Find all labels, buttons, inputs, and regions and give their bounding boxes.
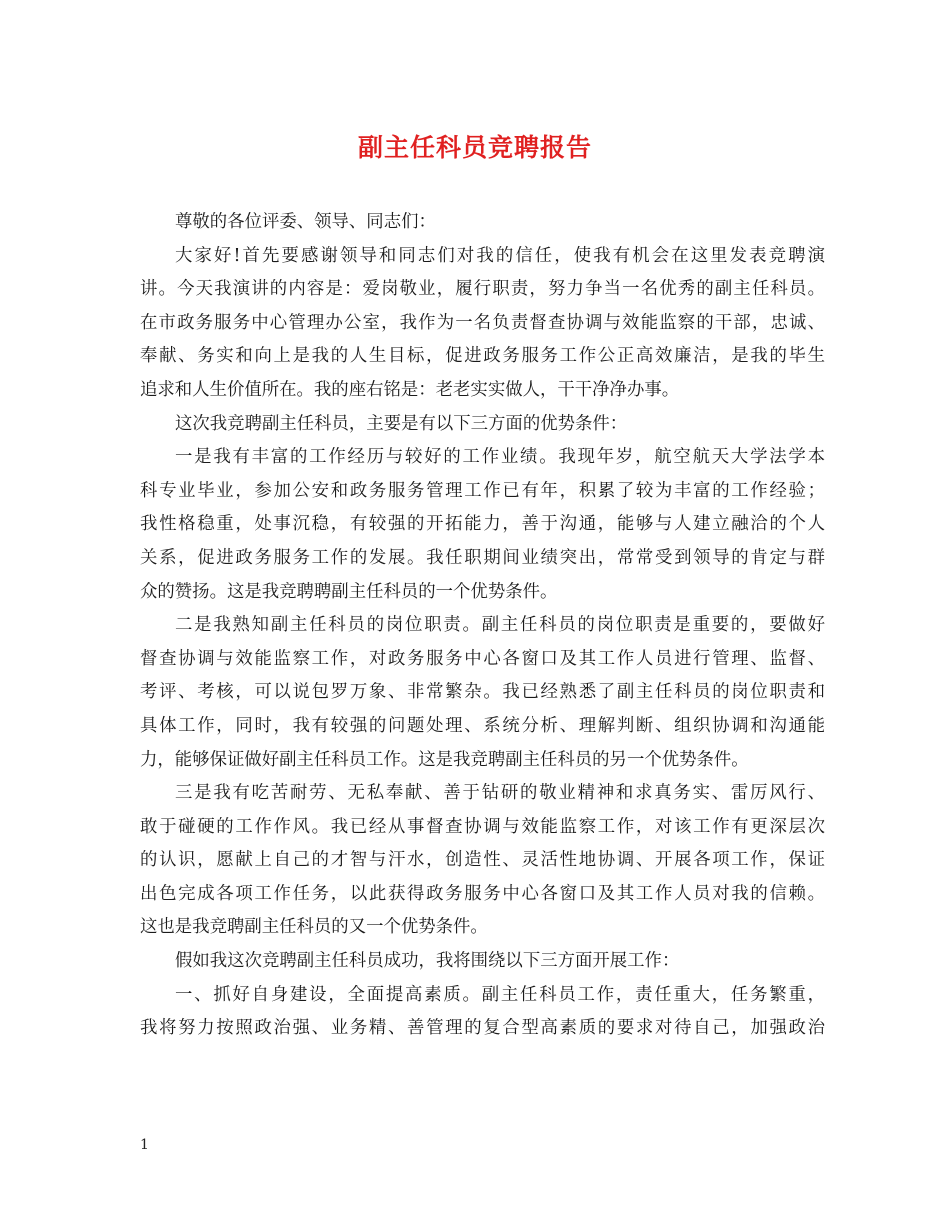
text-line: 大家好!首先要感谢领导和同志们对我的信任，使我有机会在这里发表竞聘演 — [175, 245, 825, 266]
text-line: 科专业毕业，参加公安和政务服务管理工作已有年，积累了较为丰富的工作经验； — [140, 480, 825, 501]
text-line: 二是我熟知副主任科员的岗位职责。副主任科员的岗位职责是重要的，要做好 — [175, 615, 825, 636]
text-line: 尊敬的各位评委、领导、同志们： — [175, 212, 436, 232]
text-line: 这也是我竞聘副主任科员的又一个优势条件。 — [140, 917, 488, 938]
text-line: 一、抓好自身建设，全面提高素质。副主任科员工作，责任重大，任务繁重， — [175, 984, 825, 1005]
text-line: 在市政务服务中心管理办公室，我作为一名负责督查协调与效能监察的干部，忠诚、 — [140, 312, 825, 333]
text-line: 敢于碰硬的工作作风。我已经从事督查协调与效能监察工作，对该工作有更深层次 — [140, 816, 825, 837]
document-title: 副主任科员竞聘报告 — [357, 133, 592, 162]
text-line: 力，能够保证做好副主任科员工作。这是我竞聘副主任科员的另一个优势条件。 — [140, 749, 749, 770]
text-line: 出色完成各项工作任务，以此获得政务服务中心各窗口及其工作人员对我的信赖。 — [140, 883, 825, 904]
text-line: 考评、考核，可以说包罗万象、非常繁杂。我已经熟悉了副主任科员的岗位职责和 — [140, 682, 825, 703]
text-line: 的认识，愿献上自己的才智与汗水，创造性、灵活性地协调、开展各项工作，保证 — [140, 850, 825, 871]
text-line: 我性格稳重，处事沉稳，有较强的开拓能力，善于沟通，能够与人建立融洽的个人 — [140, 514, 825, 535]
text-line: 我将努力按照政治强、业务精、善管理的复合型高素质的要求对待自己，加强政治 — [140, 1018, 825, 1039]
page-number: 1 — [140, 1137, 149, 1153]
text-line: 关系，促进政务服务工作的发展。我任职期间业绩突出，常常受到领导的肯定与群 — [140, 547, 825, 568]
text-line: 讲。今天我演讲的内容是：爱岗敬业，履行职责，努力争当一名优秀的副主任科员。 — [140, 279, 825, 300]
text-line: 奉献、务实和向上是我的人生目标，促进政务服务工作公正高效廉洁，是我的毕生 — [140, 346, 825, 367]
text-line: 众的赞扬。这是我竞聘聘副主任科员的一个优势条件。 — [140, 581, 558, 602]
text-line: 督查协调与效能监察工作，对政务服务中心各窗口及其工作人员进行管理、监督、 — [140, 648, 825, 669]
document-body — [140, 206, 825, 1046]
text-line: 三是我有吃苦耐劳、无私奉献、善于钻研的敬业精神和求真务实、雷厉风行、 — [175, 783, 825, 804]
text-line: 追求和人生价值所在。我的座右铭是：老老实实做人，干干净净办事。 — [140, 379, 680, 400]
text-line: 一是我有丰富的工作经历与较好的工作业绩。我现年岁，航空航天大学法学本 — [175, 447, 825, 468]
text-line: 假如我这次竞聘副主任科员成功，我将围绕以下三方面开展工作： — [175, 951, 680, 972]
text-line: 具体工作，同时，我有较强的问题处理、系统分析、理解判断、组织协调和沟通能 — [140, 715, 825, 736]
text-line: 这次我竞聘副主任科员，主要是有以下三方面的优势条件： — [175, 413, 628, 434]
